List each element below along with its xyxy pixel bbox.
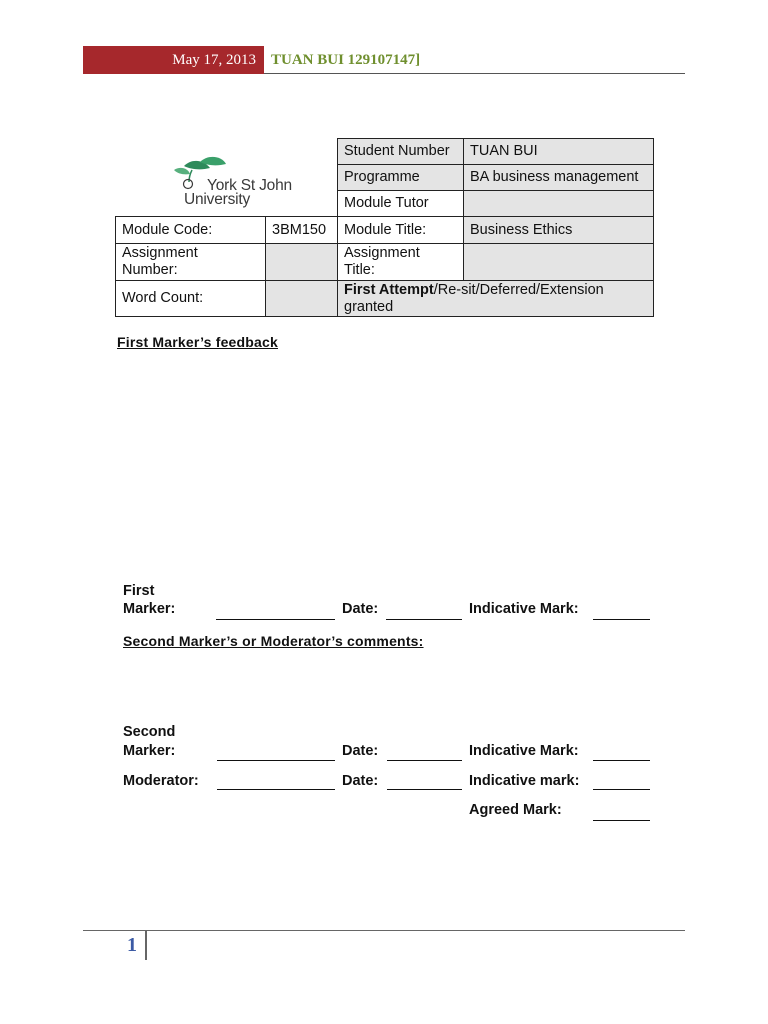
moderator-indicative-mark-label: Indicative mark: [469,773,580,789]
first-date-label: Date: [342,601,379,617]
student-number-value: TUAN BUI [463,138,654,165]
assignment-title-value [463,243,654,281]
assignment-number-label-line1: Assignment [122,245,198,261]
first-marker-label-line1: First [123,583,155,599]
first-marker-signature-line[interactable] [216,619,335,620]
moderator-label: Moderator: [123,773,199,789]
first-indicative-mark-line[interactable] [593,619,650,620]
footer-rule [83,930,685,931]
second-date-line[interactable] [387,760,462,761]
second-marker-signature-line[interactable] [217,760,335,761]
moderator-signature-line[interactable] [217,789,335,790]
attempt-first: First Attempt [344,281,434,298]
assignment-number-label-line2: Number: [122,262,178,278]
attempt-status [337,280,654,317]
module-code-label: Module Code: [115,216,266,244]
module-code-value: 3BM150 [265,216,338,244]
assignment-title-label-line2: Title: [344,262,375,278]
module-title-value: Business Ethics [463,216,654,244]
student-number-label: Student Number [337,138,464,165]
footer-divider [145,931,147,960]
first-marker-label-line2: Marker: [123,601,176,617]
second-marker-label-line2: Marker: [123,743,176,759]
second-indicative-mark-label: Indicative Mark: [469,743,579,759]
header-date: May 17, 2013 [172,52,256,68]
module-tutor-value [463,190,654,217]
logo-line-2: University [184,191,251,208]
assignment-title-label [337,243,464,281]
attempt-options: /Re-sit/Deferred/Extension [433,281,604,298]
second-indicative-mark-line[interactable] [593,760,650,761]
agreed-mark-line[interactable] [593,820,650,821]
first-date-line[interactable] [386,619,462,620]
module-title-label: Module Title: [337,216,464,244]
programme-value: BA business management [463,164,654,191]
word-count-label: Word Count: [115,280,266,317]
logo-line-1: York St John [207,177,292,194]
header-rule [264,73,685,74]
page-number: 1 [127,934,137,956]
second-marker-comments-heading: Second Marker’s or Moderator’s comments: [123,633,424,649]
first-indicative-mark-label: Indicative Mark: [469,601,579,617]
second-marker-label-line1: Second [123,724,176,740]
word-count-value [265,280,338,317]
moderator-date-label: Date: [342,773,379,789]
moderator-date-line[interactable] [387,789,462,790]
first-marker-feedback-heading: First Marker’s feedback [117,334,279,350]
assignment-title-label-line1: Assignment [344,245,420,261]
second-date-label: Date: [342,743,379,759]
programme-label: Programme [337,164,464,191]
assignment-number-value [265,243,338,281]
header-student-name: TUAN BUI 129107147] [271,52,421,68]
assignment-number-label [115,243,266,281]
attempt-status-line1 [344,282,604,299]
agreed-mark-label: Agreed Mark: [469,802,562,818]
attempt-status-line2: granted [344,298,394,315]
module-tutor-label: Module Tutor [337,190,464,217]
moderator-indicative-mark-line[interactable] [593,789,650,790]
